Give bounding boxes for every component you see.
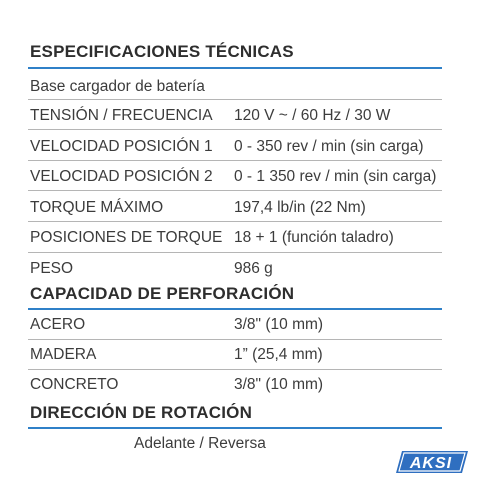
row-divider: [28, 369, 442, 370]
wood-label: MADERA: [30, 346, 97, 363]
speed-2-label: VELOCIDAD POSICIÓN 2: [30, 168, 213, 185]
specs-title-rule: [28, 67, 442, 69]
voltage-value: 120 V ~ / 60 Hz / 30 W: [234, 107, 391, 124]
row-divider: [28, 160, 442, 161]
torque-positions-label: POSICIONES DE TORQUE: [30, 229, 223, 246]
speed-1-value: 0 - 350 rev / min (sin carga): [234, 138, 424, 155]
rotation-title: DIRECCIÓN DE ROTACIÓN: [30, 403, 253, 422]
wood-value: 1” (25,4 mm): [234, 346, 323, 363]
rotation-title-rule: [28, 427, 442, 429]
aksi-logo: [396, 449, 470, 480]
row-divider: [28, 221, 442, 222]
steel-value: 3/8" (10 mm): [234, 316, 324, 333]
concrete-label: CONCRETO: [30, 376, 119, 393]
max-torque-value: 197,4 lb/in (22 Nm): [234, 199, 366, 216]
drilling-title: CAPACIDAD DE PERFORACIÓN: [30, 284, 295, 303]
steel-label: ACERO: [30, 316, 86, 333]
voltage-label: TENSIÓN / FRECUENCIA: [30, 107, 213, 124]
speed-1-label: VELOCIDAD POSICIÓN 1: [30, 138, 213, 155]
drilling-title-rule: [28, 308, 442, 310]
row-divider: [28, 252, 442, 253]
concrete-value: 3/8" (10 mm): [234, 376, 324, 393]
rotation-value: Adelante / Reversa: [134, 435, 266, 452]
row-divider: [28, 339, 442, 340]
weight-label: PESO: [30, 260, 74, 277]
svg-text:AKSI: AKSI: [409, 455, 453, 472]
aksi-logo-graphic: [396, 449, 470, 475]
torque-positions-value: 18 + 1 (función taladro): [234, 229, 394, 246]
specs-subtitle: Base cargador de batería: [30, 78, 205, 95]
speed-2-value: 0 - 1 350 rev / min (sin carga): [234, 168, 437, 185]
row-divider: [28, 190, 442, 191]
specs-title: ESPECIFICACIONES TÉCNICAS: [30, 42, 294, 61]
weight-value: 986 g: [234, 260, 273, 277]
row-divider: [28, 129, 442, 130]
max-torque-label: TORQUE MÁXIMO: [30, 199, 164, 216]
row-divider: [28, 99, 442, 100]
